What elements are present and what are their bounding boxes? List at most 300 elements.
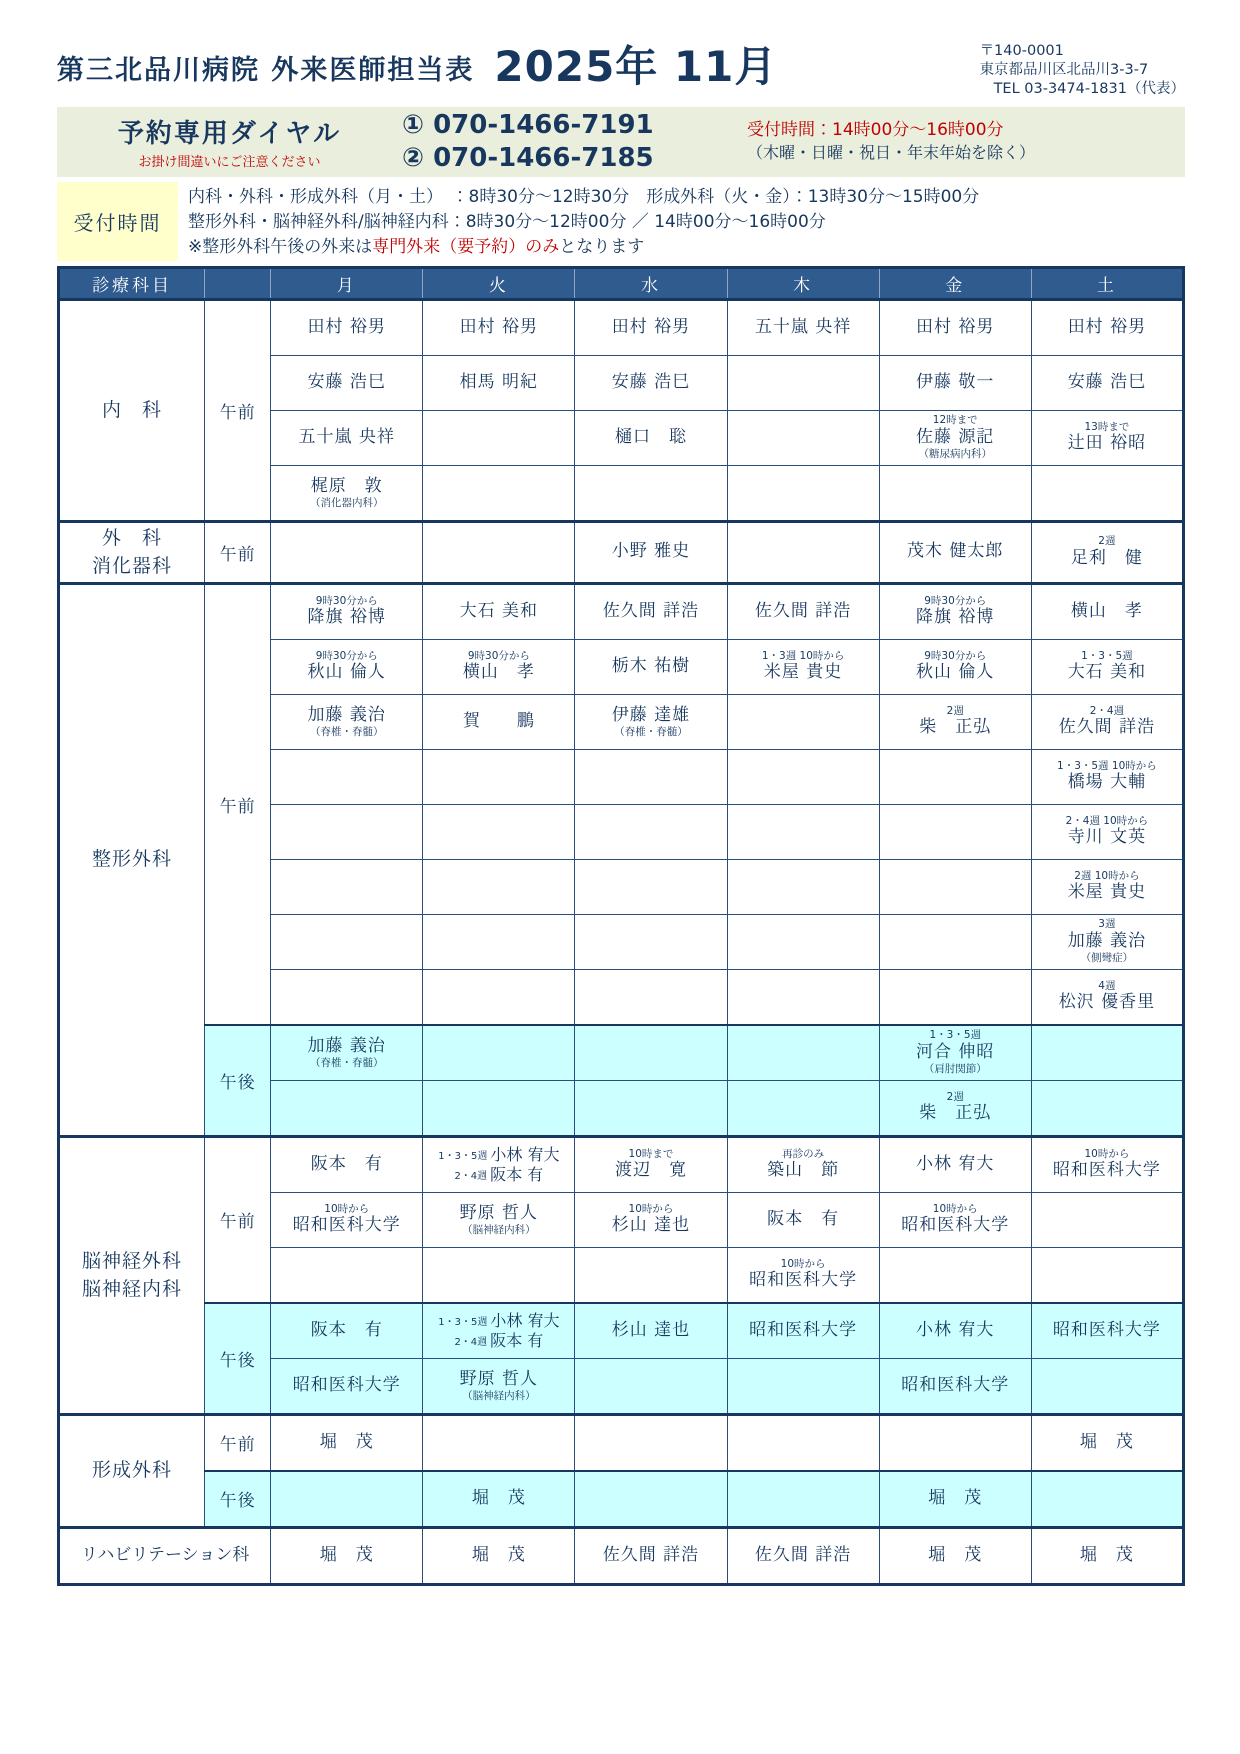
- doctor-name: 加藤 義治: [307, 1035, 386, 1056]
- doctor-name: 阪本 有: [310, 1319, 383, 1340]
- schedule-cell: [423, 804, 575, 859]
- schedule-cell: [1031, 1192, 1183, 1247]
- schedule-cell: [575, 583, 727, 639]
- corner-header: 診療科目: [59, 267, 205, 299]
- schedule-cell: [271, 355, 423, 410]
- doctor-name: 茂木 健太郎: [907, 541, 1004, 562]
- day-header-fri: 金: [879, 267, 1031, 299]
- doctor-name: 加藤 義治: [1067, 930, 1147, 951]
- schedule-cell: [271, 914, 423, 969]
- dial-title: 予約専用ダイヤル: [117, 119, 342, 150]
- schedule-cell: [727, 410, 879, 465]
- specialty-note: （肩肘関節）: [923, 1063, 987, 1076]
- schedule-cell: [423, 969, 575, 1025]
- doctor-name: 阪本 有: [490, 1164, 544, 1184]
- schedule-cell: [423, 465, 575, 521]
- schedule-cell: [1031, 1471, 1183, 1528]
- schedule-row: [59, 1136, 1184, 1192]
- schedule-cell: [727, 299, 879, 355]
- schedule-cell: [575, 521, 727, 583]
- schedule-cell: [575, 410, 727, 465]
- schedule-row: [59, 1025, 1184, 1081]
- doctor-schedule-table: [57, 266, 1185, 1586]
- schedule-cell: [1031, 969, 1183, 1025]
- schedule-cell: [423, 1136, 575, 1192]
- dept-cell-naika: 内 科: [59, 299, 205, 521]
- schedule-cell: [1031, 694, 1183, 749]
- page-title: 第三北品川病院 外来医師担当表: [57, 55, 475, 86]
- specialty-note: （脊椎・脊髄）: [309, 725, 384, 738]
- schedule-cell: [879, 804, 1031, 859]
- doctor-name: 佐久間 詳浩: [602, 1544, 700, 1565]
- schedule-cell: [727, 639, 879, 694]
- schedule-cell: [879, 1080, 1031, 1136]
- dial-phone-numbers: [402, 109, 702, 174]
- schedule-cell: [727, 465, 879, 521]
- period-cell: 午後: [205, 1025, 271, 1137]
- schedule-cell: [575, 749, 727, 804]
- doctor-name: 堀 茂: [1079, 1431, 1134, 1452]
- period-cell: 午後: [205, 1471, 271, 1528]
- reception-hours: [57, 182, 1185, 261]
- schedule-cell: [1031, 355, 1183, 410]
- schedule-cell: [879, 1247, 1031, 1303]
- time-note: 1・3週 10時から: [761, 649, 845, 662]
- period-header: [205, 267, 271, 299]
- schedule-cell: [1031, 1080, 1183, 1136]
- period-cell: 午前: [205, 299, 271, 521]
- doctor-name: 築山 節: [767, 1160, 840, 1181]
- day-header-row: [59, 267, 1184, 299]
- schedule-cell: [727, 1527, 879, 1584]
- schedule-cell: [575, 1414, 727, 1471]
- doctor-name: 松沢 優香里: [1058, 992, 1156, 1013]
- reception-line-1: 内科・外科・形成外科（月・土） ：8時30分～12時30分 形成外科（火・金）：13時30分～15時00分: [188, 186, 980, 207]
- schedule-cell: [1031, 1136, 1183, 1192]
- doctor-name: 佐久間 詳浩: [602, 600, 700, 621]
- day-header-thu: 木: [727, 267, 879, 299]
- schedule-cell: [727, 914, 879, 969]
- doctor-name: 野原 哲人: [459, 1202, 539, 1223]
- schedule-cell: [727, 1025, 879, 1081]
- schedule-cell: [271, 1192, 423, 1247]
- doctor-name: 秋山 倫人: [307, 662, 386, 683]
- time-note: 10時から: [324, 1202, 370, 1215]
- schedule-cell: [423, 859, 575, 914]
- doctor-name: 田村 裕男: [1067, 316, 1147, 337]
- schedule-cell: [727, 804, 879, 859]
- schedule-cell: [271, 1080, 423, 1136]
- dial-phone-2: ② 070-1466-7185: [402, 142, 654, 173]
- schedule-cell: [423, 355, 575, 410]
- schedule-cell: [271, 1136, 423, 1192]
- schedule-cell: [575, 804, 727, 859]
- dial-hours-exception: （木曜・日曜・祝日・年末年始を除く）: [747, 143, 1036, 163]
- phone-main: TEL 03-3474-1831（代表）: [993, 80, 1185, 97]
- doctor-name: 米屋 貴史: [763, 662, 843, 683]
- schedule-cell: [879, 639, 1031, 694]
- schedule-cell: [879, 1471, 1031, 1528]
- doctor-name: 杉山 達也: [611, 1215, 691, 1236]
- doctor-name: 降旗 裕博: [916, 607, 995, 628]
- doctor-name: 田村 裕男: [307, 316, 386, 337]
- doctor-name: 橋場 大輔: [1067, 772, 1147, 793]
- reservation-dial-banner: [57, 107, 1185, 177]
- doctor-name: 堀 茂: [471, 1487, 526, 1508]
- doctor-name: 相馬 明紀: [459, 371, 539, 392]
- schedule-cell: [271, 1414, 423, 1471]
- doctor-name: 昭和医科大学: [749, 1270, 858, 1291]
- schedule-cell: [879, 1414, 1031, 1471]
- schedule-cell: [727, 1136, 879, 1192]
- dept-cell-nouge: 脳神経外科 脳神経内科: [59, 1136, 205, 1414]
- schedule-cell: [879, 410, 1031, 465]
- schedule-row: [59, 1471, 1184, 1528]
- doctor-name: 堀 茂: [471, 1544, 526, 1565]
- schedule-cell: [575, 639, 727, 694]
- specialty-note: （側彎症）: [1080, 952, 1134, 965]
- schedule-cell: [727, 1414, 879, 1471]
- schedule-cell: [879, 583, 1031, 639]
- schedule-cell: [575, 1247, 727, 1303]
- doctor-name: 横山 孝: [462, 662, 535, 683]
- doctor-name: 小林 宥大: [916, 1153, 995, 1174]
- doctor-name: 五十嵐 央祥: [754, 316, 852, 337]
- doctor-name: 安藤 浩巳: [307, 371, 386, 392]
- time-note: 1・3・5週: [929, 1029, 981, 1042]
- schedule-cell: [575, 1136, 727, 1192]
- schedule-cell: [879, 1358, 1031, 1414]
- dial-hours: 受付時間：14時00分～16時00分: [747, 120, 1004, 141]
- doctor-name: 田村 裕男: [611, 316, 691, 337]
- schedule-cell: [727, 1358, 879, 1414]
- hospital-address-block: [980, 34, 1185, 99]
- doctor-name: 伊藤 敬一: [916, 371, 995, 392]
- time-note: 2週 10時から: [1074, 869, 1140, 882]
- doctor-name: 堀 茂: [319, 1431, 374, 1452]
- reception-line-2: 整形外科・脳神経外科/脳神経内科：8時30分～12時00分 ／ 14時00分～16時00分: [188, 211, 826, 232]
- schedule-cell: [271, 1247, 423, 1303]
- dept-cell-riha: リハビリテーション科: [59, 1527, 271, 1584]
- schedule-cell: [575, 969, 727, 1025]
- schedule-row: [59, 1414, 1184, 1471]
- doctor-name: 小林 宥大: [490, 1310, 560, 1330]
- schedule-row: [59, 299, 1184, 355]
- doctor-name: 小林 宥大: [490, 1144, 560, 1164]
- doctor-name: 梶原 敦: [310, 475, 383, 496]
- schedule-cell: [423, 749, 575, 804]
- schedule-cell: [879, 1527, 1031, 1584]
- schedule-cell: [1031, 410, 1183, 465]
- schedule-cell: [1031, 1025, 1183, 1081]
- schedule-row: [59, 521, 1184, 583]
- schedule-cell: [423, 639, 575, 694]
- schedule-cell: [727, 521, 879, 583]
- doctor-name: 加藤 義治: [307, 704, 386, 725]
- time-note: 4週: [1098, 979, 1116, 992]
- week-tag: 2・4週: [454, 1337, 488, 1349]
- doctor-name: 阪本 有: [310, 1153, 383, 1174]
- doctor-name: 渡辺 寛: [614, 1160, 687, 1181]
- schedule-cell: [727, 355, 879, 410]
- schedule-cell: [423, 1303, 575, 1359]
- doctor-name: 田村 裕男: [916, 316, 995, 337]
- period-cell: 午前: [205, 583, 271, 1025]
- doctor-name: 安藤 浩巳: [1067, 371, 1147, 392]
- schedule-cell: [575, 694, 727, 749]
- schedule-cell: [1031, 1247, 1183, 1303]
- doctor-name: 佐久間 詳浩: [1058, 717, 1156, 738]
- schedule-cell: [271, 1358, 423, 1414]
- schedule-cell: [271, 583, 423, 639]
- schedule-cell: [423, 694, 575, 749]
- schedule-cell: [575, 1192, 727, 1247]
- schedule-cell: [423, 1358, 575, 1414]
- specialty-note: （脊椎・脊髄）: [309, 1056, 384, 1069]
- specialty-note: （糖尿病内科）: [918, 448, 992, 461]
- time-note: 12時まで: [932, 414, 978, 427]
- doctor-name: 柴 正弘: [919, 717, 992, 738]
- time-note: 2・4週: [1089, 704, 1125, 717]
- schedule-cell: [879, 749, 1031, 804]
- schedule-cell: [1031, 1527, 1183, 1584]
- doctor-name: 阪本 有: [767, 1208, 840, 1229]
- dept-cell-seikei: 整形外科: [59, 583, 205, 1136]
- schedule-cell: [1031, 804, 1183, 859]
- schedule-cell: [1031, 299, 1183, 355]
- reception-hours-lines: [178, 182, 979, 261]
- time-note: 2週: [1098, 535, 1116, 548]
- time-note: 2・4週 10時から: [1065, 814, 1149, 827]
- schedule-cell: [575, 859, 727, 914]
- schedule-cell: [1031, 914, 1183, 969]
- week-tag: 1・3・5週: [438, 1151, 488, 1163]
- time-note: 10時から: [628, 1202, 674, 1215]
- schedule-cell: [271, 1527, 423, 1584]
- schedule-cell: [727, 1080, 879, 1136]
- reception-hours-label: 受付時間: [57, 182, 178, 261]
- schedule-cell: [575, 1303, 727, 1359]
- day-header-tue: 火: [423, 267, 575, 299]
- schedule-cell: [1031, 1303, 1183, 1359]
- doctor-name: 昭和医科大学: [1052, 1319, 1161, 1340]
- time-note: 9時30分から: [924, 594, 987, 607]
- doctor-name: 足利 健: [1070, 547, 1143, 568]
- doctor-name: 伊藤 達雄: [611, 704, 691, 725]
- dial-label-block: [57, 113, 402, 170]
- schedule-cell: [271, 749, 423, 804]
- schedule-cell: [879, 859, 1031, 914]
- time-note: 10時から: [780, 1257, 826, 1270]
- doctor-name: 田村 裕男: [459, 316, 539, 337]
- schedule-cell: [1031, 1414, 1183, 1471]
- schedule-cell: [575, 1471, 727, 1528]
- doctor-name: 寺川 文英: [1067, 827, 1147, 848]
- doctor-name: 昭和医科大学: [901, 1215, 1010, 1236]
- schedule-cell: [271, 639, 423, 694]
- doctor-name: 野原 哲人: [459, 1368, 539, 1389]
- schedule-cell: [727, 749, 879, 804]
- period-cell: 午前: [205, 521, 271, 583]
- schedule-cell: [271, 1471, 423, 1528]
- schedule-cell: [423, 1471, 575, 1528]
- schedule-cell: [727, 859, 879, 914]
- schedule-cell: [1031, 583, 1183, 639]
- schedule-cell: [727, 1192, 879, 1247]
- dial-phone-1: ① 070-1466-7191: [402, 110, 654, 141]
- doctor-name: 樋口 聡: [614, 426, 687, 447]
- schedule-cell: [423, 521, 575, 583]
- schedule-row: [59, 1303, 1184, 1359]
- reception-line-3-red: 専門外来（要予約）のみ: [372, 236, 560, 257]
- time-note: 9時30分から: [315, 594, 378, 607]
- schedule-cell: [423, 410, 575, 465]
- doctor-name: 堀 茂: [319, 1544, 374, 1565]
- doctor-name: 堀 茂: [928, 1544, 983, 1565]
- schedule-cell: [423, 1025, 575, 1081]
- schedule-cell: [575, 355, 727, 410]
- doctor-name: 昭和医科大学: [292, 1374, 401, 1395]
- schedule-cell: [271, 1303, 423, 1359]
- dial-caution: お掛け間違いにご注意ください: [138, 155, 321, 171]
- specialty-note: （脳神経内科）: [462, 1389, 536, 1402]
- schedule-cell: [423, 1414, 575, 1471]
- schedule-cell: [727, 1247, 879, 1303]
- time-note: 10時まで: [628, 1147, 674, 1160]
- time-note: 1・3・5週: [1081, 649, 1133, 662]
- schedule-cell: [1031, 521, 1183, 583]
- period-cell: 午前: [205, 1414, 271, 1471]
- schedule-cell: [575, 1527, 727, 1584]
- doctor-name: 秋山 倫人: [916, 662, 995, 683]
- doctor-name: 堀 茂: [1079, 1544, 1134, 1565]
- schedule-cell: [271, 521, 423, 583]
- schedule-cell: [271, 465, 423, 521]
- schedule-cell: [575, 1358, 727, 1414]
- dial-hours-block: [702, 119, 1185, 164]
- doctor-name: 昭和医科大学: [901, 1374, 1010, 1395]
- dept-cell-geka: 外 科 消化器科: [59, 521, 205, 583]
- doctor-name: 小林 宥大: [916, 1319, 995, 1340]
- doctor-name: 柴 正弘: [919, 1103, 992, 1124]
- schedule-month: 2025年 11月: [494, 42, 778, 91]
- schedule-cell: [727, 969, 879, 1025]
- schedule-cell: [879, 299, 1031, 355]
- schedule-cell: [727, 1303, 879, 1359]
- doctor-name: 安藤 浩巳: [611, 371, 691, 392]
- schedule-row: [59, 1527, 1184, 1584]
- day-header-sat: 土: [1031, 267, 1183, 299]
- schedule-cell: [1031, 749, 1183, 804]
- dept-cell-keisei: 形成外科: [59, 1414, 205, 1527]
- day-header-wed: 水: [575, 267, 727, 299]
- schedule-cell: [879, 969, 1031, 1025]
- doctor-name: 栃木 祐樹: [611, 655, 691, 676]
- doctor-name: 佐藤 源記: [916, 426, 995, 447]
- schedule-cell: [879, 521, 1031, 583]
- period-cell: 午前: [205, 1136, 271, 1303]
- time-note: 10時から: [932, 1202, 978, 1215]
- schedule-cell: [879, 1303, 1031, 1359]
- schedule-cell: [423, 1527, 575, 1584]
- postal-code: 〒140-0001: [979, 43, 1064, 59]
- schedule-cell: [879, 914, 1031, 969]
- schedule-cell: [271, 1025, 423, 1081]
- schedule-cell: [727, 694, 879, 749]
- doctor-name: 阪本 有: [490, 1330, 544, 1350]
- time-note: 9時30分から: [315, 649, 378, 662]
- time-note: 10時から: [1084, 1147, 1130, 1160]
- doctor-name: 河合 伸昭: [916, 1041, 995, 1062]
- time-note: 3週: [1098, 918, 1116, 931]
- schedule-cell: [727, 1471, 879, 1528]
- doctor-name: 小野 雅史: [611, 541, 691, 562]
- specialty-note: （脊椎・脊髄）: [614, 725, 688, 738]
- time-note: 2週: [946, 1090, 964, 1103]
- schedule-cell: [271, 969, 423, 1025]
- period-cell: 午後: [205, 1303, 271, 1415]
- time-note: 再診のみ: [782, 1147, 825, 1160]
- schedule-cell: [1031, 859, 1183, 914]
- schedule-cell: [575, 465, 727, 521]
- schedule-cell: [423, 583, 575, 639]
- week-tag: 1・3・5週: [438, 1317, 488, 1329]
- schedule-cell: [271, 694, 423, 749]
- schedule-cell: [423, 1247, 575, 1303]
- schedule-cell: [271, 804, 423, 859]
- reception-line-3: ※整形外科午後の外来は専門外来（要予約）のみとなります: [188, 236, 645, 257]
- doctor-name: 大石 美和: [1067, 662, 1147, 683]
- schedule-row: [59, 583, 1184, 639]
- schedule-cell: [1031, 1358, 1183, 1414]
- time-note: 1・3・5週 10時から: [1057, 759, 1157, 772]
- doctor-name: 昭和医科大学: [292, 1215, 401, 1236]
- time-note: 9時30分から: [924, 649, 987, 662]
- week-tag: 2・4週: [454, 1171, 488, 1183]
- schedule-cell: [1031, 465, 1183, 521]
- schedule-cell: [1031, 639, 1183, 694]
- schedule-cell: [575, 1080, 727, 1136]
- doctor-name: 大石 美和: [459, 600, 539, 621]
- schedule-cell: [423, 914, 575, 969]
- doctor-name: 堀 茂: [928, 1487, 983, 1508]
- doctor-name: 昭和医科大学: [1052, 1160, 1161, 1181]
- time-note: 13時まで: [1084, 420, 1130, 433]
- schedule-cell: [879, 694, 1031, 749]
- schedule-cell: [575, 914, 727, 969]
- doctor-name: 昭和医科大学: [749, 1319, 858, 1340]
- doctor-name: 米屋 貴史: [1067, 882, 1147, 903]
- specialty-note: （脳神経内科）: [462, 1223, 536, 1236]
- schedule-cell: [879, 1136, 1031, 1192]
- time-note: 2週: [946, 704, 964, 717]
- day-header-mon: 月: [271, 267, 423, 299]
- doctor-name: 横山 孝: [1070, 600, 1143, 621]
- doctor-name: 賀 鵬: [462, 710, 535, 731]
- schedule-cell: [271, 299, 423, 355]
- schedule-cell: [879, 465, 1031, 521]
- schedule-cell: [271, 410, 423, 465]
- specialty-note: （消化器内科）: [309, 496, 384, 509]
- schedule-cell: [575, 299, 727, 355]
- schedule-cell: [423, 299, 575, 355]
- schedule-cell: [575, 1025, 727, 1081]
- doctor-name: 降旗 裕博: [307, 607, 386, 628]
- schedule-cell: [727, 583, 879, 639]
- address-line: 東京都品川区北品川3-3-7: [979, 61, 1149, 78]
- schedule-cell: [879, 355, 1031, 410]
- doctor-name: 杉山 達也: [611, 1319, 691, 1340]
